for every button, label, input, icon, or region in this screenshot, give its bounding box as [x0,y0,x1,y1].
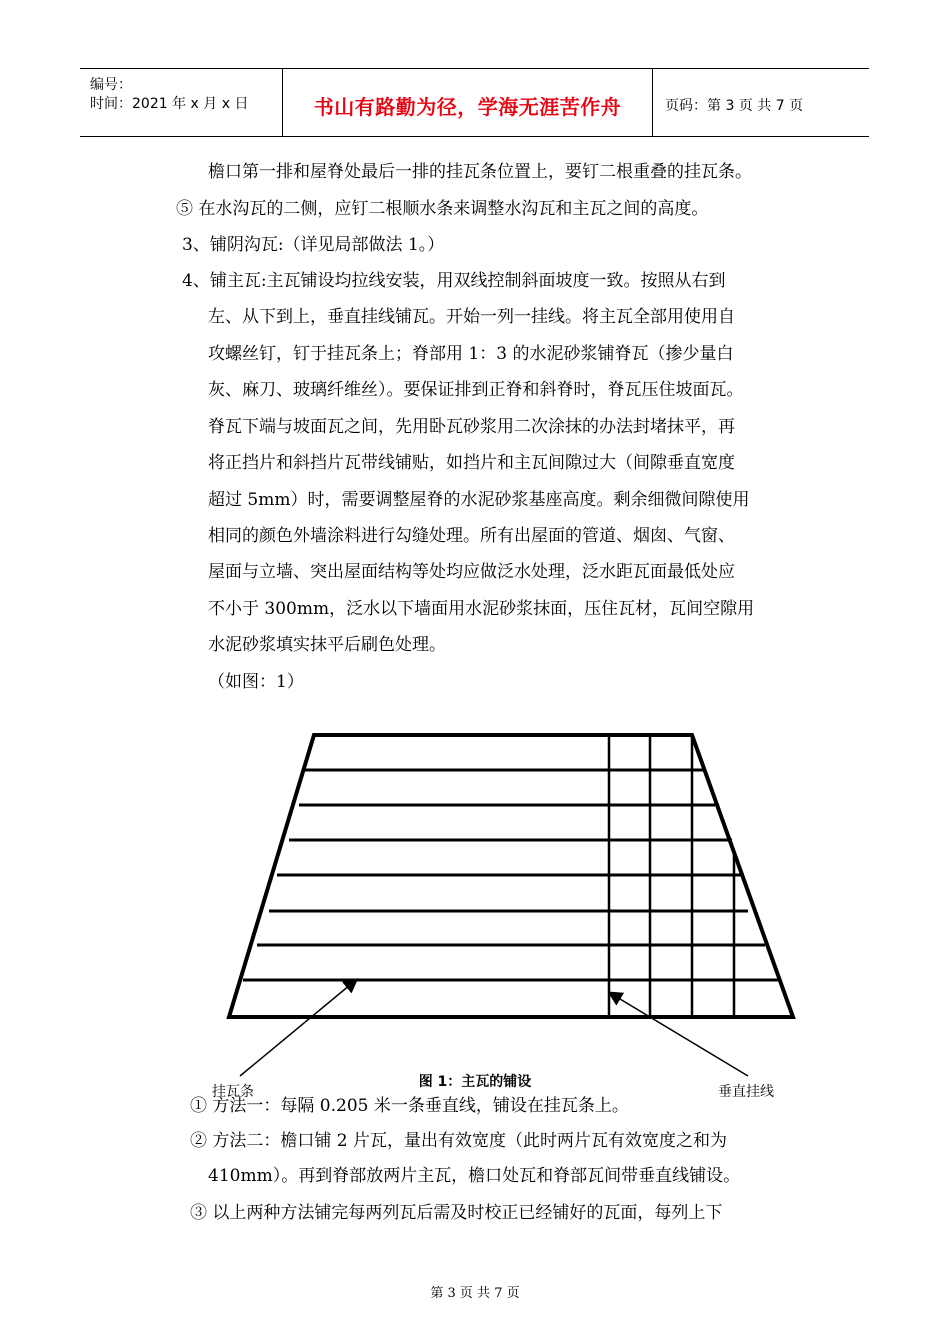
method-two: ② 方法二：檐口铺 2 片瓦，量出有效宽度（此时两片瓦有效宽度之和为 [190,1131,728,1151]
header-motto: 书山有路勤为径，学海无涯苦作舟 [313,95,622,119]
body-line: ⑤ 在水沟瓦的二侧，应钉二根顺水条来调整水沟瓦和主瓦之间的高度。 [176,199,709,219]
body-line: 将正挡片和斜挡片瓦带线铺贴，如挡片和主瓦间隙过大（间隙垂直宽度 [208,453,735,473]
body-line: 超过 5mm）时，需要调整屋脊的水泥砂浆基座高度。剩余细微间隙使用 [208,490,750,510]
body-line: 4、铺主瓦:主瓦铺设均拉线安装，用双线控制斜面坡度一致。按照从右到 [182,271,726,291]
body-line: 攻螺丝钉，钉于挂瓦条上；脊部用 1：3 的水泥砂浆铺脊瓦（掺少量白 [208,344,734,364]
body-line: 脊瓦下端与坡面瓦之间，先用卧瓦砂浆用二次涂抹的办法封堵抹平，再 [208,417,735,437]
figure-caption: 图 1：主瓦的铺设 [418,1074,532,1090]
body-line: 檐口第一排和屋脊处最后一排的挂瓦条位置上，要钉二根重叠的挂瓦条。 [208,162,752,182]
page-footer: 第 3 页 共 7 页 [430,1286,520,1301]
vertical-line-arrow [610,993,748,1076]
body-line: 不小于 300mm，泛水以下墙面用水泥砂浆抹面，压住瓦材，瓦间空隙用 [208,599,755,619]
document-date-label: 时间：2021 年 x 月 x 日 [90,96,249,112]
vertical-line-label: 垂直挂线 [718,1084,774,1100]
body-line: 屋面与立墙、突出屋面结构等处均应做泛水处理，泛水距瓦面最低处应 [208,562,735,582]
body-line: 灰、麻刀、玻璃纤维丝）。要保证排到正脊和斜脊时，脊瓦压住坡面瓦。 [208,380,744,400]
body-line: 左、从下到上，垂直挂线铺瓦。开始一列一挂线。将主瓦全部用使用自 [208,307,735,327]
method-two-cont: 410mm）。再到脊部放两片主瓦，檐口处瓦和脊部瓦间带垂直线铺设。 [208,1166,741,1186]
method-three: ③ 以上两种方法铺完每两列瓦后需及时校正已经铺好的瓦面，每列上下 [190,1203,723,1223]
batten-arrow [240,980,356,1076]
batten-label: 挂瓦条 [212,1084,254,1100]
header-page-code: 页码：第 3 页 共 7 页 [665,98,804,114]
body-line: 3、铺阴沟瓦:（详见局部做法 1。） [182,235,445,255]
body-line: 水泥砂浆填实抹平后刷色处理。 [208,635,446,655]
body-line: 相同的颜色外墙涂料进行勾缝处理。所有出屋面的管道、烟囱、气窗、 [208,526,735,546]
document-number-label: 编号： [90,77,132,93]
method-one: ① 方法一：每隔 0.205 米一条垂直线，铺设在挂瓦条上。 [190,1096,629,1116]
figure-reference: （如图：1） [208,672,304,692]
